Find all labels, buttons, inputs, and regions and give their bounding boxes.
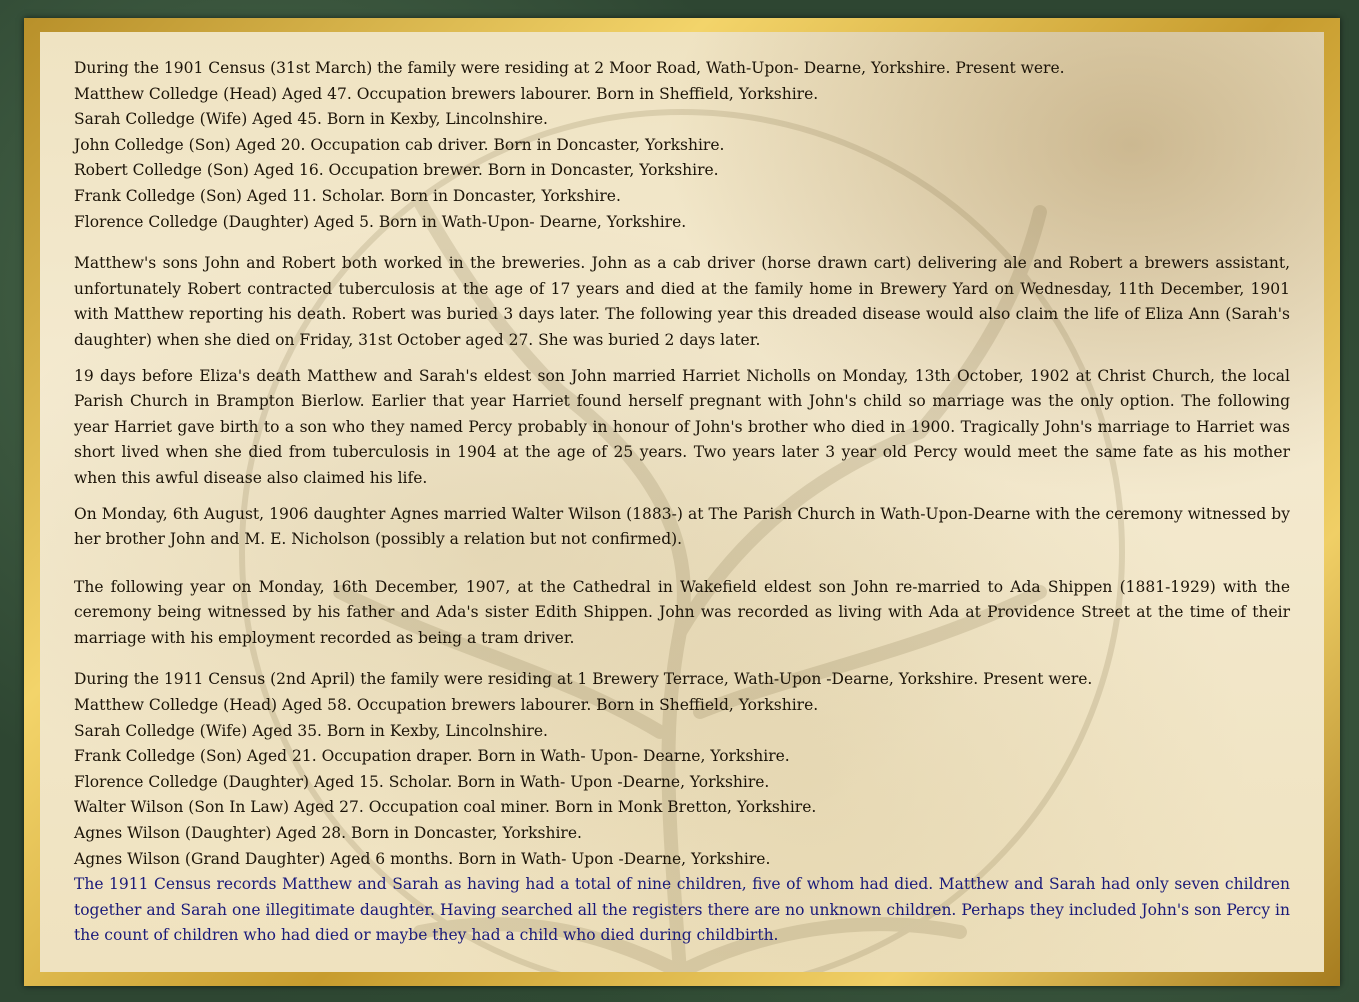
census-1911-member: Agnes Wilson (Daughter) Aged 28. Born in Doncaster, Yorkshire.: [74, 824, 582, 843]
census-1911-member: Frank Colledge (Son) Aged 21. Occupation draper. Born in Wath- Upon- Dearne, Yorkshire.: [74, 747, 790, 766]
paragraph-john-marriage: 19 days before Eliza's death Matthew and Sarah's eldest son John married Harriet Nicholls on Monday, 13th October, 1902 at Christ Church, the local Parish Church in Brampton Bierlow. Earlier that year Harriet found herself pregnant with John's child so marriage was the only option. The following year Harriet gave birth to a son who they named Percy probably in honour of John's brother who died in 1900. Tragically John's marriage to Harriet was short lived when she died from tuberculosis in 1904 at the age of 25 years. Two years later 3 year old Percy would meet the same fate as his mother when this awful disease also claimed his life.: [74, 366, 1290, 487]
census-1911-section: [74, 667, 1290, 949]
census-1911-member: Sarah Colledge (Wife) Aged 35. Born in Kexby, Lincolnshire.: [74, 721, 548, 740]
census-1901-member: Sarah Colledge (Wife) Aged 45. Born in Kexby, Lincolnshire.: [74, 110, 548, 129]
census-1911-member: Matthew Colledge (Head) Aged 58. Occupation brewers labourer. Born in Sheffield, Yorkshire.: [74, 696, 819, 715]
paragraph-breweries: Matthew's sons John and Robert both worked in the breweries. John as a cab driver (horse drawn cart) delivering ale and Robert a brewers assistant, unfortunately Robert contracted tuberculosis at the age of 17 years and died at the family home in Brewery Yard on Wednesday, 11th December, 1901 with Matthew reporting his death. Robert was buried 3 days later. The following year this dreaded disease would also claim the life of Eliza Ann (Sarah's daughter) when she died on Friday, 31st October aged 27. She was buried 2 days later.: [74, 254, 1290, 349]
census-1901-intro: During the 1901 Census (31st March) the family were residing at 2 Moor Road, Wath-Upon- Dearne, Yorkshire. Present were.: [74, 59, 1065, 77]
census-1901-member: John Colledge (Son) Aged 20. Occupation cab driver. Born in Doncaster, Yorkshire.: [74, 135, 725, 154]
document-body: [74, 56, 1290, 949]
parchment-panel: [40, 32, 1324, 972]
census-1911-intro: During the 1911 Census (2nd April) the family were residing at 1 Brewery Terrace, Wath-Upon -Dearne, Yorkshire. Present were.: [74, 670, 1093, 689]
census-1911-member: Florence Colledge (Daughter) Aged 15. Scholar. Born in Wath- Upon -Dearne, Yorkshire.: [74, 772, 770, 791]
census-1901-member: Robert Colledge (Son) Aged 16. Occupation brewer. Born in Doncaster, Yorkshire.: [74, 161, 719, 180]
census-1911-note: The 1911 Census records Matthew and Sarah as having had a total of nine children, five of whom had died. Matthew and Sarah had only seven children together and Sarah one illegitimate daughter. Having searched all the registers there are no unknown children. Perhaps they included John's son Percy in the count of children who had died or maybe they had a child who died during childbirth.: [74, 875, 1290, 945]
census-1901-section: [74, 56, 1290, 235]
census-1901-member: Frank Colledge (Son) Aged 11. Scholar. Born in Doncaster, Yorkshire.: [74, 186, 621, 205]
census-1911-member: Agnes Wilson (Grand Daughter) Aged 6 months. Born in Wath- Upon -Dearne, Yorkshire.: [74, 849, 771, 868]
paragraph-john-remarriage: The following year on Monday, 16th December, 1907, at the Cathedral in Wakefield eldest son John re-married to Ada Shippen (1881-1929) with the ceremony being witnessed by his father and Ada's sister Edith Shippen. John was recorded as living with Ada at Providence Street at the time of their marriage with his employment recorded as being a tram driver.: [74, 577, 1290, 647]
census-1901-member: Florence Colledge (Daughter) Aged 5. Born in Wath-Upon- Dearne, Yorkshire.: [74, 212, 687, 231]
census-1901-member: Matthew Colledge (Head) Aged 47. Occupation brewers labourer. Born in Sheffield, Yorkshire.: [74, 84, 819, 103]
census-1911-member: Walter Wilson (Son In Law) Aged 27. Occupation coal miner. Born in Monk Bretton, Yorkshire.: [74, 798, 817, 817]
paragraph-agnes-marriage: On Monday, 6th August, 1906 daughter Agnes married Walter Wilson (1883-) at The Parish Church in Wath-Upon-Dearne with the ceremony witnessed by her brother John and M. E. Nicholson (possibly a relation but not confirmed).: [74, 504, 1290, 549]
